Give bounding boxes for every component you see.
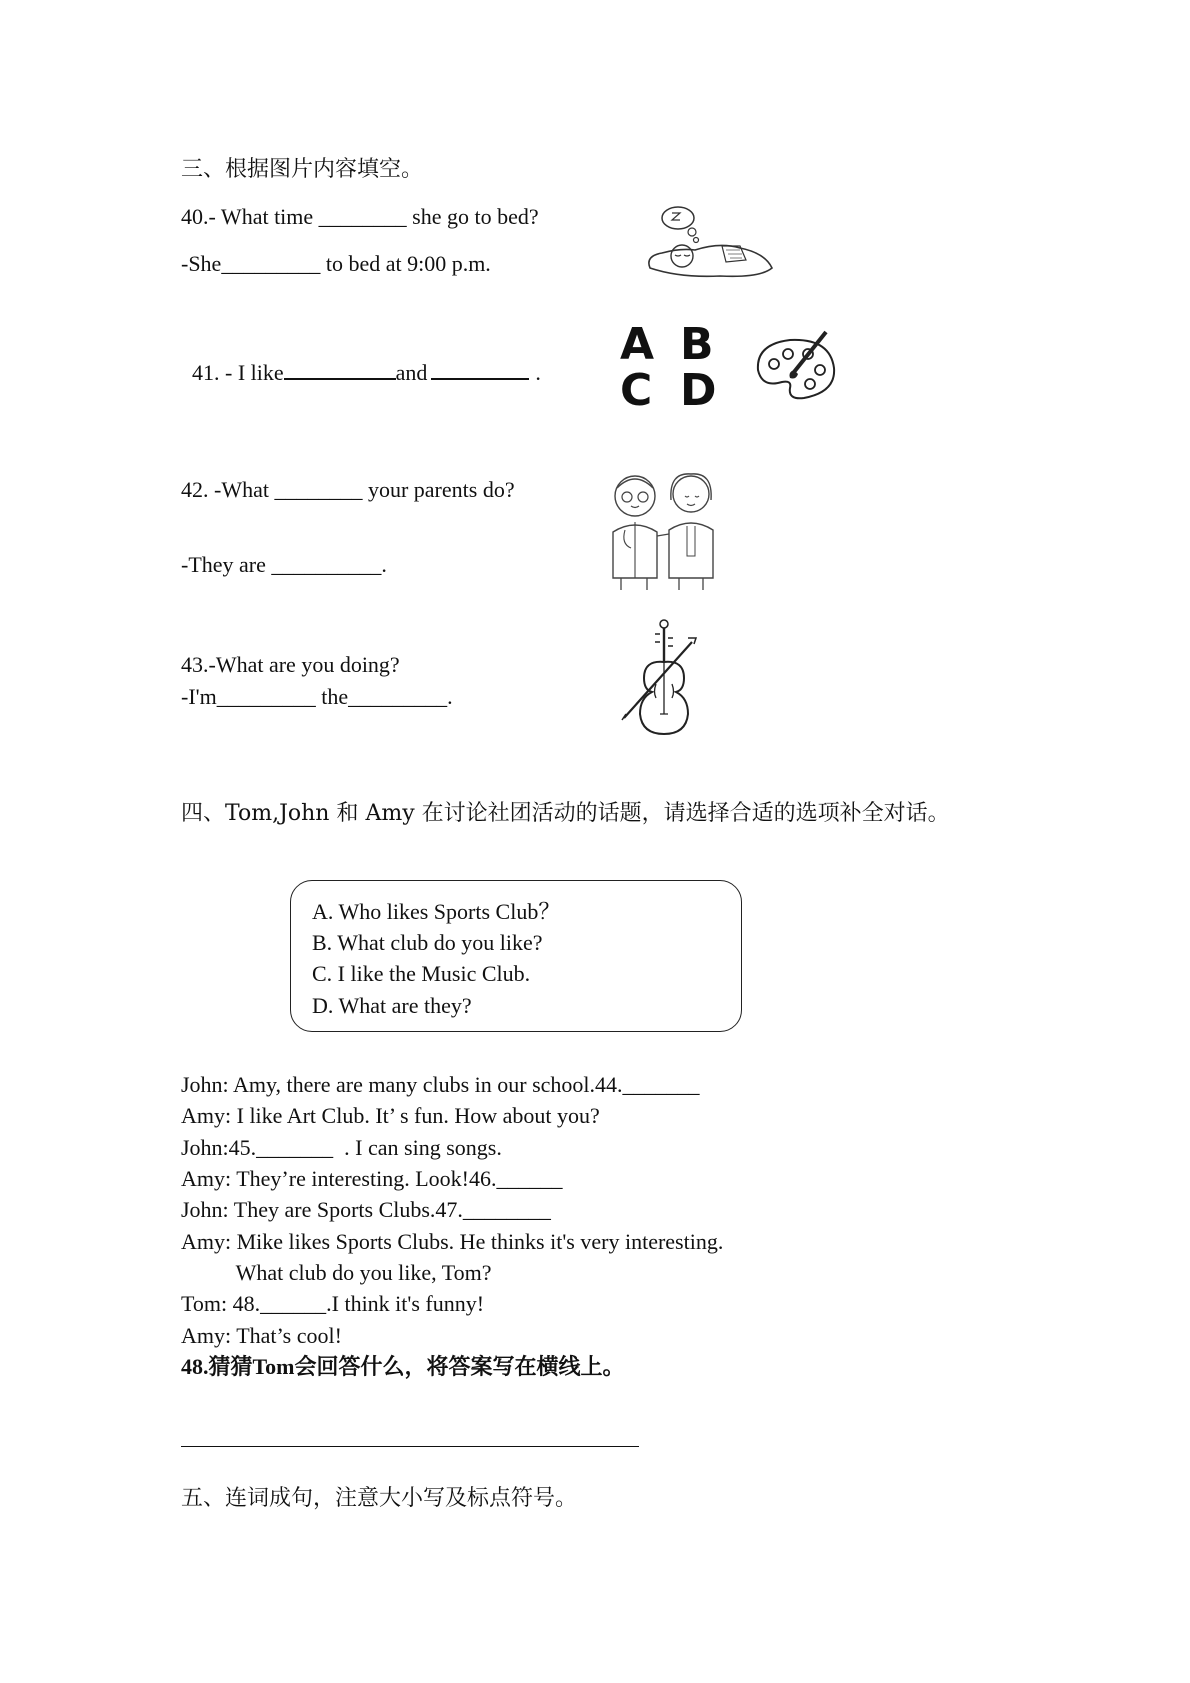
letter-a: A <box>620 319 655 370</box>
doctor-couple-icon <box>595 470 730 592</box>
question-41 <box>181 328 541 387</box>
letter-d: D <box>680 365 717 416</box>
violin-icon <box>620 618 702 736</box>
dialogue-line-2: Amy: I like Art Club. It’ s fun. How about you? <box>181 1103 600 1128</box>
option-b: B. What club do you like? <box>312 930 543 955</box>
question-40-line-1: 40.- What time ________ she go to bed? <box>181 204 539 229</box>
answer-line-48[interactable] <box>181 1446 639 1447</box>
option-c: C. I like the Music Club. <box>312 961 531 986</box>
question-40-line-2: -She_________ to bed at 9:00 p.m. <box>181 251 491 276</box>
dialogue-line-8: Tom: 48.______.I think it's funny! <box>181 1291 485 1316</box>
question-41-prefix: 41. - I like <box>192 360 284 385</box>
section-3-title: 三、根据图片内容填空。 <box>181 157 424 182</box>
question-41-and: and <box>395 360 428 385</box>
sleeping-child-icon <box>640 198 780 283</box>
option-d: D. What are they? <box>312 993 472 1018</box>
dialogue-line-1: John: Amy, there are many clubs in our school.44._______ <box>181 1072 700 1097</box>
dialogue-line-4: Amy: They’re interesting. Look!46.______ <box>181 1166 563 1191</box>
letters-abcd-image <box>614 319 724 416</box>
question-42-line-1: 42. -What ________ your parents do? <box>181 477 515 502</box>
dialogue-line-9: Amy: That’s cool! <box>181 1323 342 1348</box>
question-43-line-2: -I'm_________ the_________. <box>181 684 453 709</box>
question-48-instruction: 48.猜猜Tom会回答什么，将答案写在横线上。 <box>181 1354 625 1379</box>
letter-c: C <box>620 365 653 416</box>
dialogue-line-5: John: They are Sports Clubs.47.________ <box>181 1197 551 1222</box>
letter-b: B <box>680 319 714 370</box>
dialogue-line-3: John:45._______ . I can sing songs. <box>181 1135 502 1160</box>
question-42-line-2: -They are __________. <box>181 552 387 577</box>
question-43-line-1: 43.-What are you doing? <box>181 652 400 677</box>
option-a: A. Who likes Sports Club？ <box>312 899 561 924</box>
section-4-title: 四、Tom,John 和 Amy 在讨论社团活动的话题，请选择合适的选项补全对话。 <box>181 801 950 826</box>
dialogue-line-6: Amy: Mike likes Sports Clubs. He thinks it's very interesting. <box>181 1229 724 1254</box>
question-41-end: . <box>535 360 541 385</box>
answer-blank-41b <box>431 356 529 380</box>
answer-blank-41a <box>284 356 396 380</box>
section-5-title: 五、连词成句，注意大小写及标点符号。 <box>181 1486 578 1511</box>
paint-palette-icon <box>748 328 840 408</box>
dialogue-line-7: What club do you like, Tom? <box>181 1260 492 1285</box>
